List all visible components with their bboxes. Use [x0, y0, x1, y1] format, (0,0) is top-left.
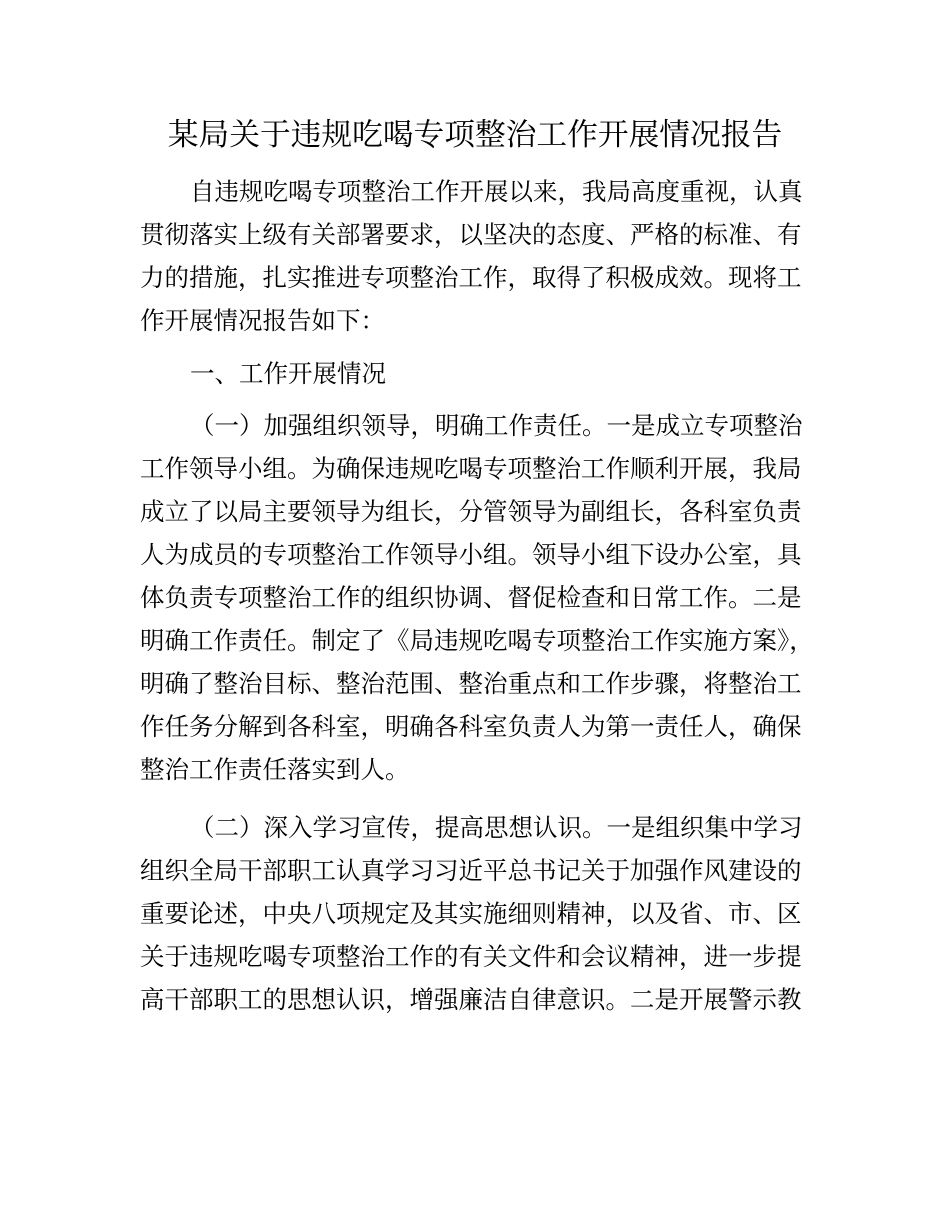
subsection-1-line: 成立了以局主要领导为组长，分管领导为副组长，各科室负责 — [140, 497, 802, 526]
subsection-1-line: 整治工作责任落实到人。 — [140, 755, 410, 784]
intro-paragraph-line: 作开展情况报告如下： — [140, 306, 385, 335]
subsection-2-line: 关于违规吃喝专项整治工作的有关文件和会议精神，进一步提 — [140, 942, 802, 971]
subsection-1-line: 作任务分解到各科室，明确各科室负责人为第一责任人，确保 — [140, 712, 802, 741]
subsection-2-line: 组织全局干部职工认真学习习近平总书记关于加强作风建设的 — [140, 856, 802, 885]
intro-paragraph-line: 力的措施，扎实推进专项整治工作，取得了积极成效。现将工 — [140, 263, 802, 292]
intro-paragraph-line: 自违规吃喝专项整治工作开展以来，我局高度重视，认真 — [190, 177, 803, 206]
subsection-2-line: （二）深入学习宣传，提高思想认识。一是组织集中学习 — [190, 813, 803, 842]
subsection-1-line: 体负责专项整治工作的组织协调、督促检查和日常工作。二是 — [140, 583, 802, 612]
subsection-2-line: 重要论述，中央八项规定及其实施细则精神，以及省、市、区 — [140, 899, 802, 928]
subsection-1-line: 明确了整治目标、整治范围、整治重点和工作步骤，将整治工 — [140, 669, 802, 698]
document-title: 某局关于违规吃喝专项整治工作开展情况报告 — [167, 117, 783, 153]
subsection-1-line: （一）加强组织领导，明确工作责任。一是成立专项整治 — [190, 411, 803, 440]
subsection-1-line: 明确工作责任。制定了《局违规吃喝专项整治工作实施方案》， — [140, 626, 814, 655]
subsection-2-line: 高干部职工的思想认识，增强廉洁自律意识。二是开展警示教 — [140, 985, 802, 1014]
section-heading: 一、工作开展情况 — [190, 359, 386, 388]
subsection-1-line: 工作领导小组。为确保违规吃喝专项整治工作顺利开展，我局 — [140, 454, 802, 483]
subsection-1-line: 人为成员的专项整治工作领导小组。领导小组下设办公室，具 — [140, 540, 802, 569]
intro-paragraph-line: 贯彻落实上级有关部署要求，以坚决的态度、严格的标准、有 — [140, 220, 802, 249]
